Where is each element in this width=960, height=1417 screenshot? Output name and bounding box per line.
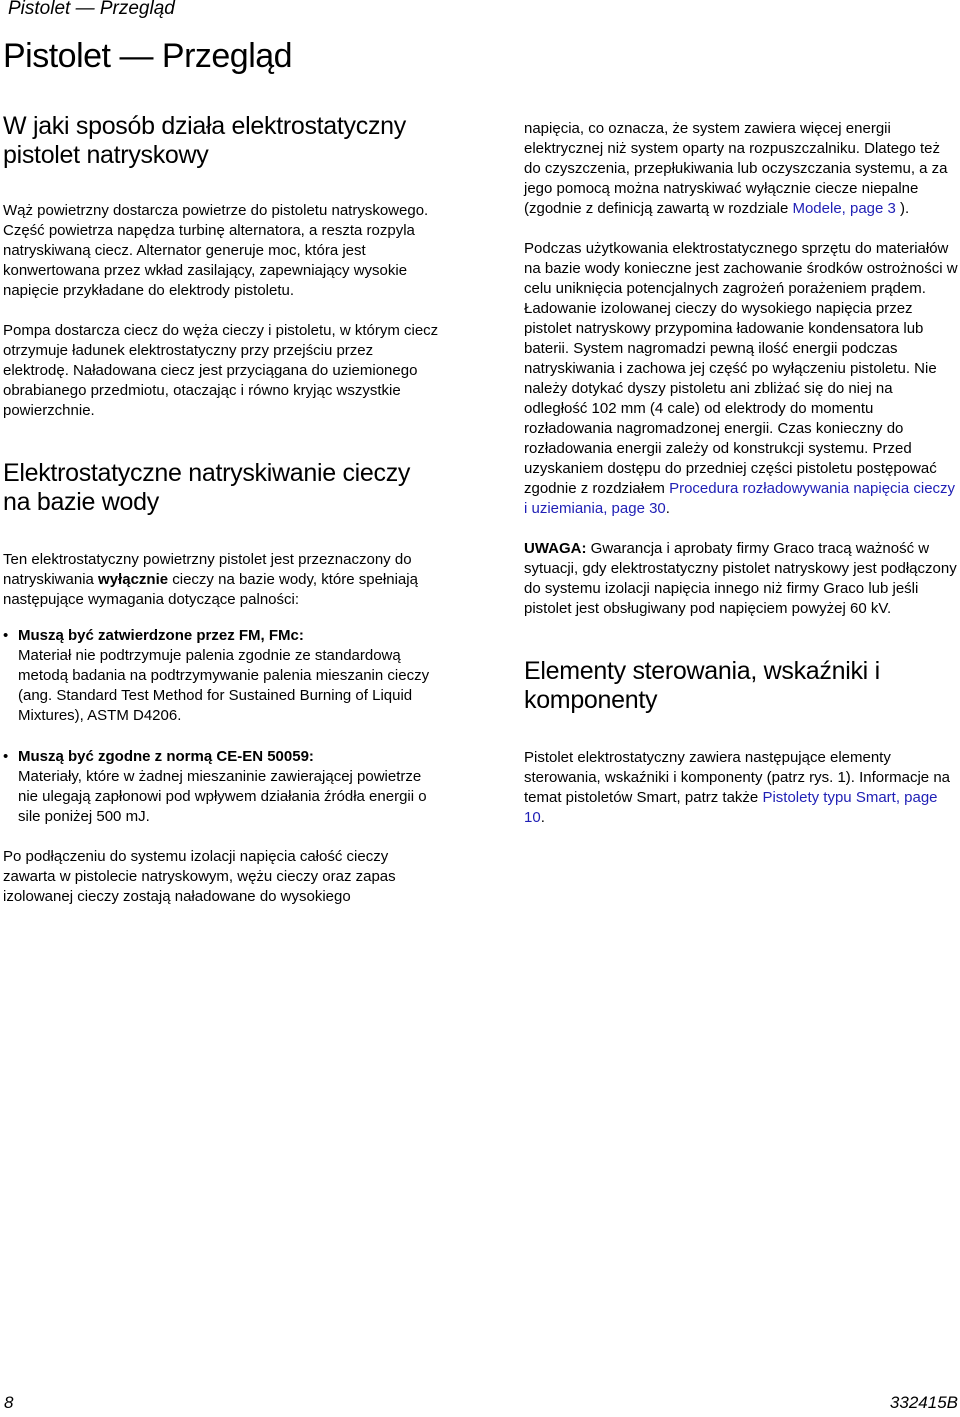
paragraph-safety: Podczas użytkowania elektrostatycznego sprzętu do materiałów na bazie wody konieczne jest zachowanie środków ostrożności w celu uniknięcia potencjalnych zagrożeń porażeniem prądem. Ładowanie izolowanej cieczy do wysokiego napięcia przez pistolet natryskowy przypomina ładowanie kondensatora lub baterii. System nagromadzi pewną ilość energii podczas natryskiwania i zachowa jej część po wyłączeniu pistoletu. Nie należy dotykać dyszy pistoletu ani zbliżać się do niej na odległość 102 mm (4 cale) od elektrody do momentu rozładowania nagromadzonej energii. Czas konieczny do rozładowania energii zależy od konstrukcji systemu. Przed uzyskaniem dostępu do przedniej części pistoletu postępować zgodnie z rozdziałem Procedura rozładowywania napięcia cieczy i uziemiania, page 30.	[524, 240, 958, 517]
requirement-title: Muszą być zgodne z normą CE-EN 50059:	[18, 748, 314, 765]
running-header: Pistolet — Przegląd	[8, 0, 175, 19]
link-smart-guns[interactable]: Pistolety typu Smart, page 10	[524, 789, 938, 826]
paragraph-how-it-works: Wąż powietrzny dostarcza powietrze do pistoletu natryskowego. Część powietrza napędza turbinę alternatora, a reszta rozpyla natryskiwaną ciecz. Alternator generuje moc, która jest konwertowana przez wkład zasilający, zapewniający wysokie napięcie przykładane do elektrody pistoletu.	[3, 202, 429, 299]
paragraph-continued: napięcia, co oznacza, że system zawiera więcej energii elektrycznej niż system oparty na rozpuszczalniku. Dlatego też do czyszczenia, przepłukiwania lub oczyszczania systemu, a za jego pomocą można natryskiwać wyłącznie ciecze niepalne (zgodnie z definicją zawartą w rozdziale Modele, page 3 ).	[524, 120, 948, 217]
emphasis-only: wyłącznie	[98, 571, 169, 588]
requirement-title: Muszą być zatwierdzone przez FM, FMc:	[18, 627, 304, 644]
page-number: 8	[4, 1393, 14, 1412]
requirements-list	[3, 626, 443, 827]
link-models[interactable]: Modele, page 3	[792, 200, 896, 217]
paragraph-controls: Pistolet elektrostatyczny zawiera następujące elementy sterowania, wskaźniki i komponenty (patrz rys. 1). Informacje na temat pistoletów Smart, patrz także Pistolety typu Smart, page 10.	[524, 749, 950, 826]
paragraph-isolation: Po podłączeniu do systemu izolacji napięcia całość cieczy zawarta w pistolecie natryskowym, wężu cieczy oraz zapas izolowanej cieczy zostają naładowane do wysokiego	[3, 848, 396, 905]
paragraph-intended-use: Ten elektrostatyczny powietrzny pistolet jest przeznaczony do natryskiwania wyłącznie cieczy na bazie wody, które spełniają następujące wymagania dotyczące palności:	[3, 551, 418, 608]
requirement-text: Materiał nie podtrzymuje palenia zgodnie ze standardową metodą badania na podtrzymywanie palenia mieszanin cieczy (ang. Standard Test Method for Sustained Burning of Liquid Mixtures), ASTM D4206.	[18, 647, 430, 724]
right-column	[524, 119, 960, 828]
list-item	[3, 747, 443, 827]
section-heading-controls: Elementy sterowania, wskaźniki i komponenty	[524, 657, 880, 714]
section-heading-water-based: Elektrostatyczne natryskiwanie cieczy na bazie wody	[3, 459, 411, 516]
page-title: Pistolet — Przegląd	[3, 37, 293, 75]
section-heading-how-it-works: W jaki sposób działa elektrostatyczny pistolet natryskowy	[3, 112, 406, 169]
left-column	[3, 112, 443, 907]
note-label: UWAGA:	[524, 540, 587, 557]
paragraph-note: UWAGA: Gwarancja i aprobaty firmy Graco tracą ważność w sytuacji, gdy elektrostatyczny pistolet natryskowy jest podłączony do systemu izolacji napięcia innego niż firmy Graco lub jeśli pistolet jest obsługiwany pod napięciem powyżej 60 kV.	[524, 540, 957, 617]
document-number: 332415B	[889, 1393, 958, 1412]
requirement-text: Materiały, które w żadnej mieszaninie zawierającej powietrze nie ulegają zapłonowi pod wpływem działania źródła energii o sile poniżej 500 mJ.	[18, 768, 427, 825]
paragraph-pump: Pompa dostarcza ciecz do węża cieczy i pistoletu, w którym ciecz otrzymuje ładunek elektrostatyczny przy przejściu przez elektrodę. Naładowana ciecz jest przyciągana do uziemionego obrabianego przedmiotu, otaczając i równo kryjąc wszystkie powierzchnie.	[3, 322, 439, 419]
link-discharge-procedure[interactable]: Procedura rozładowywania napięcia cieczy i uziemiania, page 30	[524, 480, 956, 517]
list-item	[3, 626, 443, 726]
